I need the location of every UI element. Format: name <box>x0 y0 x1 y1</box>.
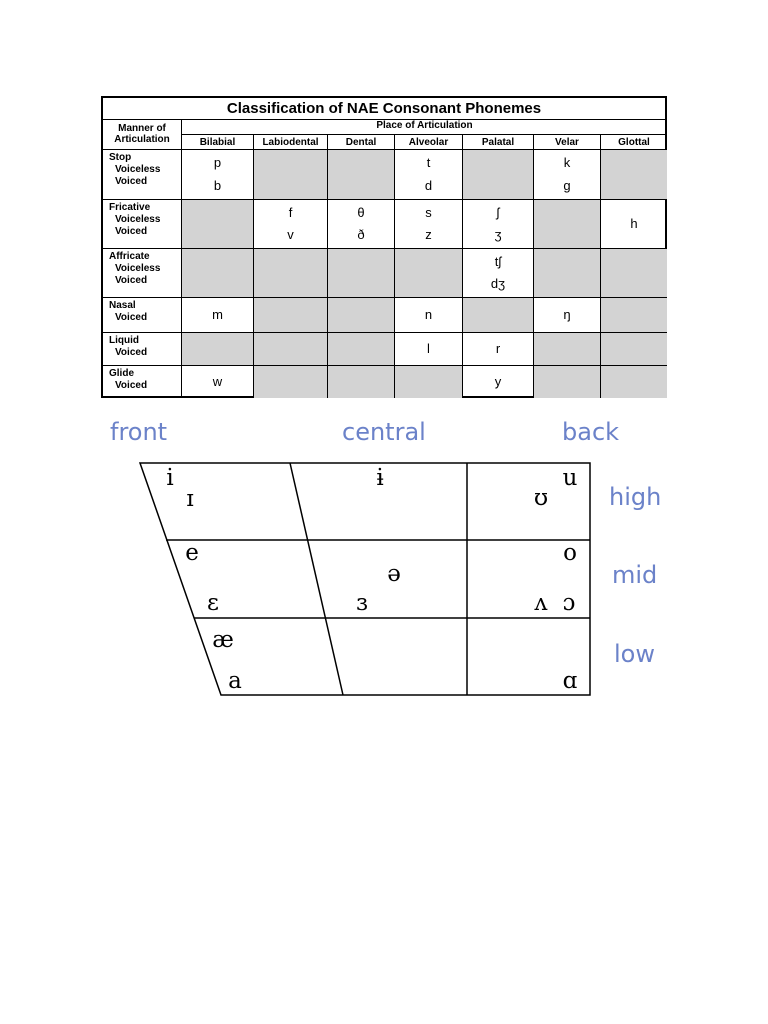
phoneme-symbol: d <box>424 177 433 193</box>
row-header-affricate: Affricate Voiceless Voiced <box>103 249 182 298</box>
vowel-ih: ɪ <box>186 486 194 512</box>
phoneme-symbol: ʒ <box>494 227 502 242</box>
phoneme-cell <box>182 366 254 398</box>
vowel-e: e <box>185 540 199 566</box>
column-header-glottal: Glottal <box>601 135 667 150</box>
row-header-glide: Glide Voiced <box>103 366 182 398</box>
label-central: central <box>342 418 426 446</box>
phoneme-cell <box>395 249 463 298</box>
phoneme-cell <box>601 298 667 333</box>
phoneme-cell <box>601 366 667 398</box>
phoneme-cell <box>463 333 534 366</box>
column-header-dental: Dental <box>328 135 395 150</box>
phoneme-symbol: g <box>563 177 571 193</box>
phoneme-symbol: dʒ <box>490 276 506 291</box>
vowel-o: o <box>563 540 577 566</box>
vowel-epsilon: ɛ <box>207 590 219 616</box>
phoneme-cell <box>534 150 601 200</box>
column-header-palatal: Palatal <box>463 135 534 150</box>
phoneme-cell <box>395 150 463 200</box>
vowel-schwa: ə <box>387 561 401 587</box>
phoneme-symbol: l <box>427 341 430 356</box>
phoneme-cell <box>395 298 463 333</box>
phoneme-symbol: p <box>213 155 222 171</box>
phoneme-cell <box>254 298 328 333</box>
vowel-barred-i: ɨ <box>376 465 384 491</box>
phoneme-cell <box>601 249 667 298</box>
phoneme-symbol: m <box>212 307 223 322</box>
phoneme-symbol: n <box>424 307 433 322</box>
vowel-chart <box>0 400 768 710</box>
trapezoid-outline <box>140 463 590 695</box>
phoneme-cell <box>534 249 601 298</box>
phoneme-cell <box>182 249 254 298</box>
column-header-labiodental: Labiodental <box>254 135 328 150</box>
phoneme-cell <box>182 298 254 333</box>
vowel-i: i <box>166 465 174 491</box>
phoneme-symbol: k <box>563 155 571 171</box>
phoneme-symbol: s <box>425 205 432 220</box>
phoneme-symbol: ʃ <box>496 205 500 220</box>
phoneme-symbol: f <box>288 205 293 220</box>
row-header-liquid: Liquid Voiced <box>103 333 182 366</box>
phoneme-cell <box>328 333 395 366</box>
phoneme-symbol: h <box>630 216 638 231</box>
phoneme-symbol: w <box>212 374 223 389</box>
vowel-ash: æ <box>212 627 234 653</box>
phoneme-cell <box>534 333 601 366</box>
phoneme-cell <box>534 200 601 249</box>
phoneme-symbol: t <box>426 155 431 171</box>
table-title: Classification of NAE Consonant Phonemes <box>103 98 665 120</box>
phoneme-cell <box>254 366 328 398</box>
phoneme-cell <box>328 366 395 398</box>
phoneme-cell <box>328 150 395 200</box>
phoneme-cell <box>254 200 328 249</box>
phoneme-cell <box>328 249 395 298</box>
phoneme-symbol: ŋ <box>563 307 571 322</box>
row-header-nasal: Nasal Voiced <box>103 298 182 333</box>
phoneme-cell <box>395 333 463 366</box>
phoneme-cell <box>463 298 534 333</box>
phoneme-cell <box>534 366 601 398</box>
phoneme-symbol: r <box>495 341 501 356</box>
vowel-open-o: ɔ <box>562 590 576 616</box>
phoneme-cell <box>395 200 463 249</box>
phoneme-cell <box>601 150 667 200</box>
column-header-alveolar: Alveolar <box>395 135 463 150</box>
vowel-rev-epsilon: ɜ <box>356 590 368 616</box>
column-header-bilabial: Bilabial <box>182 135 254 150</box>
phoneme-cell <box>395 366 463 398</box>
phoneme-cell <box>463 150 534 200</box>
vowel-a: a <box>228 668 242 694</box>
label-high: high <box>609 483 662 511</box>
phoneme-cell <box>254 249 328 298</box>
phoneme-symbol: ð <box>357 227 365 242</box>
phoneme-cell <box>463 249 534 298</box>
label-mid: mid <box>612 561 658 589</box>
phoneme-cell <box>182 200 254 249</box>
vowel-u: u <box>562 465 578 491</box>
column-header-velar: Velar <box>534 135 601 150</box>
row-header-fricative: Fricative Voiceless Voiced <box>103 200 182 249</box>
phoneme-cell <box>182 150 254 200</box>
phoneme-cell <box>254 333 328 366</box>
phoneme-cell <box>534 298 601 333</box>
phoneme-symbol: b <box>213 177 222 193</box>
vowel-upsilon: ʊ <box>533 485 549 511</box>
row-header-stop: Stop Voiceless Voiced <box>103 150 182 200</box>
phoneme-symbol: tʃ <box>494 254 502 269</box>
vowel-script-a: ɑ <box>562 668 578 694</box>
phoneme-cell <box>254 150 328 200</box>
label-back: back <box>562 418 620 446</box>
phoneme-symbol: θ <box>357 205 365 220</box>
front-central-divider <box>290 463 343 695</box>
phoneme-cell <box>463 200 534 249</box>
phoneme-symbol: z <box>425 227 432 242</box>
phoneme-cell <box>182 333 254 366</box>
consonant-table <box>101 96 667 398</box>
phoneme-cell <box>463 366 534 398</box>
manner-header: Manner of Articulation <box>103 120 182 150</box>
phoneme-cell <box>601 200 667 249</box>
label-low: low <box>614 640 655 668</box>
place-header: Place of Articulation <box>376 120 473 131</box>
phoneme-cell <box>328 200 395 249</box>
phoneme-cell <box>328 298 395 333</box>
phoneme-cell <box>601 333 667 366</box>
label-front: front <box>110 418 168 446</box>
phoneme-symbol: v <box>287 227 294 242</box>
vowel-wedge: ʌ <box>534 590 548 616</box>
phoneme-symbol: y <box>494 374 502 389</box>
